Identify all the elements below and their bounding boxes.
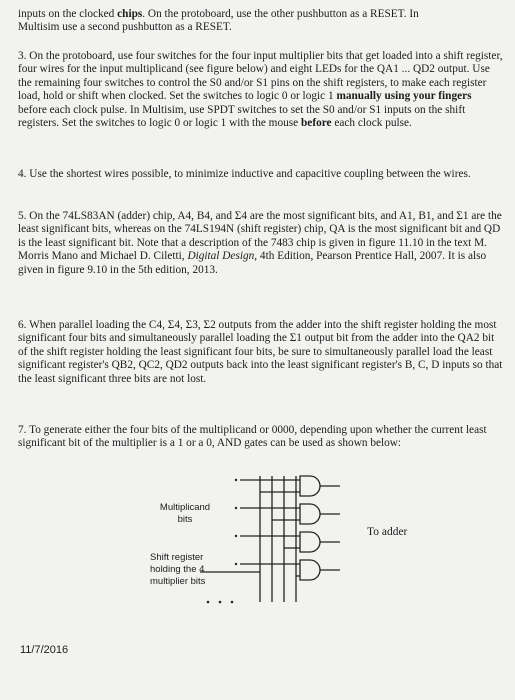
text: 7. To generate either the four bits of the multiplicand or 0000, depending upon whether the current least significant bit of the multiplier is a 1 or a 0, AND gates can be used as shown below: (18, 424, 487, 450)
and-gate-diagram (0, 466, 515, 616)
bold-text: chips (117, 8, 143, 20)
text: before each clock pulse. In Multisim, use SPDT switches to set the S0 and/or S1 inputs on the shift registers. Set the switches to logic 0 or logic 1 with the mouse (18, 103, 466, 130)
and-gate (300, 476, 320, 496)
text: 6. When parallel loading the C4, Σ4, Σ3, Σ2 outputs from the adder into the shift register holding the most significant four bits and simultaneously parallel loading the Σ1 output bit from the adder into the QA2 bit of the shift register holding the least significant four bits, be sure to simultaneously parallel load the least significant register's QB2, QC2, QD2 outputs back into the least significant register's B, C, D inputs so that the least significant three bits are not lost. (18, 319, 503, 385)
and-gate-figure (0, 466, 515, 616)
label-line: Shift register (150, 552, 204, 563)
label-line: holding the 4 (150, 564, 205, 575)
bold-text: before (301, 117, 332, 130)
italic-text: Digital Design (187, 250, 255, 263)
bold-text: manually using your fingers (336, 90, 472, 103)
paragraph-continuation (18, 8, 503, 35)
label-line: multiplier bits (150, 576, 206, 587)
paragraph-5 (18, 210, 503, 277)
multiplicand-label (150, 502, 220, 526)
and-gate (300, 560, 320, 580)
paragraph-4 (18, 168, 503, 181)
paragraph-3 (18, 50, 503, 130)
paragraph-7 (18, 424, 503, 451)
paragraph-6 (18, 319, 503, 386)
text: 5. On the 74LS83AN (adder) chip, A4, B4, and Σ4 are the most significant bits, and A1, B1, and Σ1 are the least significant bits, whereas on the 74LS194N (shift register) chip, QA is the most significant bit and QD is the least significant bit. Note that a description of the 7483 chip is given in figure 11.10 in the text M. Morris Mano and Michael D. Ciletti, (18, 210, 502, 263)
label-line: bits (177, 514, 193, 525)
and-gate (300, 532, 320, 552)
text: , 4th Edition, Pearson Prentice Hall, 2007. It is also given in figure 9.10 in the 5th edition, 2013. (18, 250, 487, 276)
text: each clock pulse. (331, 117, 412, 130)
and-gate (300, 504, 320, 524)
text: Multisim use a second pushbutton as a RESET. (18, 21, 232, 34)
date-footer: 11/7/2016 (20, 644, 69, 656)
text: . On the protoboard, use the other pushbutton as a RESET. In (142, 8, 419, 20)
shift-register-label (150, 552, 205, 588)
text: 4. Use the shortest wires possible, to minimize inductive and capacitive coupling between the wires. (18, 168, 471, 180)
label-line: Multiplicand (159, 502, 211, 513)
to-adder-label: To adder (367, 526, 408, 538)
text: inputs on the clocked (18, 8, 118, 20)
text: 3. On the protoboard, use four switches for the four input multiplier bits that get loaded into a shift register, four wires for the input multiplicand (see figure below) and eight LEDs for the QA1 ... QD2 output. Use the remaining four switches to control the S0 and/or S1 pins on the shift registers, to make each register load, hold or shift when clocked. Set the switches to logic 0 or logic 1 (18, 50, 503, 103)
